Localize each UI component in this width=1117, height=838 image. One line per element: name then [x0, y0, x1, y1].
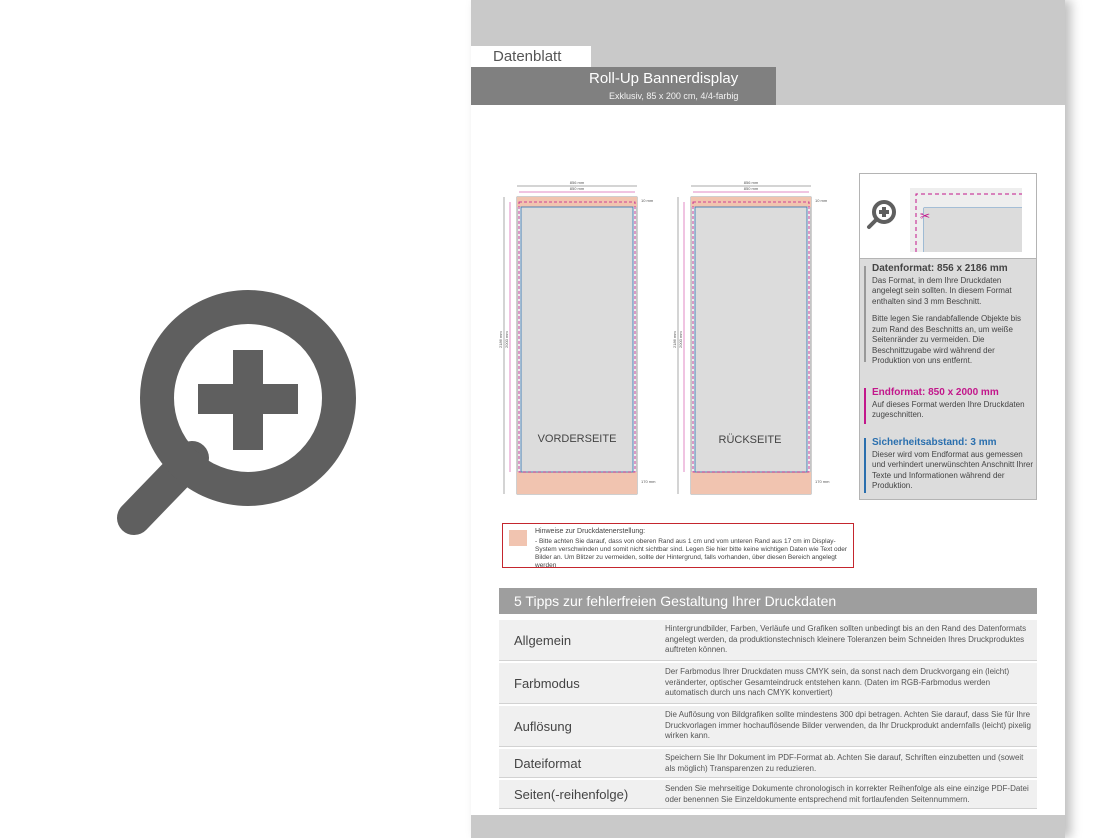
page-title: Roll-Up Bannerdisplay	[589, 70, 739, 87]
back-label: RÜCKSEITE	[718, 434, 782, 446]
hint-title: Hinweise zur Druckdatenerstellung:	[535, 528, 646, 535]
front-inner-width: 850 mm	[569, 186, 585, 191]
tip-label: Allgemein	[514, 632, 572, 648]
end-format-heading: Endformat: 850 x 2000 mm	[872, 387, 999, 398]
format-diagram	[498, 178, 830, 498]
back-bottom-margin: 170 mm	[815, 479, 830, 484]
page-footer-band	[471, 815, 1065, 838]
safety-block	[872, 438, 1034, 492]
tip-text: Der Farbmodus Ihrer Druckdaten muss CMYK sein, da sonst nach dem Druckvorgang ein (leicht) veränderter, optischer Gesamteindruck entstehen kann. (Daten im RGB-Farbmodus werden automatisch durch uns nach CMYK konvertiert)	[665, 667, 1010, 697]
tip-label: Seiten(-reihenfolge)	[514, 786, 629, 802]
data-format-block	[872, 264, 1034, 367]
info-thumbnail	[860, 174, 1036, 259]
front-top-margin: 10 mm	[641, 198, 654, 203]
tip-row	[499, 620, 1037, 661]
back-inner-height: 2000 mm	[678, 331, 683, 348]
safety-heading: Sicherheitsabstand: 3 mm	[872, 437, 997, 448]
back-panel	[678, 186, 811, 494]
zoom-in-icon[interactable]	[104, 290, 356, 548]
tip-text: Die Auflösung von Bildgrafiken sollte mindestens 300 dpi betragen. Achten Sie darauf, dass Sie für Ihre Druckvorlagen immer hochauflösende Bilder verwenden, da Ihr Druckprodukt andernfalls (leicht) pixelig wirken kann.	[665, 710, 1031, 740]
detail-zoom-illustration	[860, 174, 1036, 258]
front-panel	[504, 186, 637, 494]
tip-text: Speichern Sie Ihr Dokument im PDF-Format ab. Achten Sie darauf, Schriften einzubetten und (soweit als möglich) Transparenzen zu reduzieren.	[665, 753, 1024, 773]
back-inner-width: 850 mm	[743, 186, 759, 191]
tip-label: Farbmodus	[514, 675, 580, 691]
front-bottom-margin: 170 mm	[641, 479, 656, 484]
datasheet-page	[471, 0, 1065, 838]
tips-heading: 5 Tipps zur fehlerfreien Gestaltung Ihrer Druckdaten	[499, 588, 1037, 614]
print-hint-box	[502, 523, 854, 568]
back-top-margin: 10 mm	[815, 198, 828, 203]
tip-row	[499, 706, 1037, 747]
back-outer-height: 2186 mm	[672, 331, 677, 348]
data-format-text: Das Format, in dem Ihre Druckdaten angelegt sein sollten. In diesem Format enthalten sind 3 mm Beschnitt.	[872, 275, 1012, 306]
end-format-text: Auf dieses Format werden Ihre Druckdaten zugeschnitten.	[872, 399, 1025, 419]
tip-label: Dateiformat	[514, 755, 582, 771]
hint-text: - Bitte achten Sie darauf, dass von oberen Rand aus 1 cm und vom unteren Rand aus 17 cm im Display-System verschwinden und somit nicht sichtbar sind. Legen Sie hier bitte keine wichtigen Daten wie Text oder Bilder an. Um Blitzer zu vermeiden, sollte der Hintergrund, falls vorhanden, über diesen Bereich angelegt werden	[535, 538, 848, 569]
back-outer-width: 856 mm	[743, 180, 759, 185]
bleed-swatch	[509, 530, 527, 546]
info-panel	[859, 173, 1037, 500]
title-bar	[471, 67, 776, 105]
tip-text: Hintergrundbilder, Farben, Verläufe und Grafiken sollten unbedingt bis an den Rand des Datenformats angelegt werden, da produktionstechnisch kleinere Toleranzen beim Schneiden Ihres Druckproduktes auftreten können.	[665, 624, 1027, 654]
front-label: VORDERSEITE	[537, 433, 617, 445]
data-format-heading: Datenformat: 856 x 2186 mm	[872, 263, 1008, 274]
tips-list	[499, 620, 1037, 811]
datasheet-tab: Datenblatt	[471, 46, 591, 67]
end-format-block	[872, 388, 1034, 421]
page-subtitle: Exklusiv, 85 x 200 cm, 4/4-farbig	[609, 91, 739, 101]
front-outer-height: 2186 mm	[498, 331, 503, 348]
tip-row	[499, 780, 1037, 809]
front-outer-width: 856 mm	[569, 180, 585, 185]
front-inner-height: 2000 mm	[504, 331, 509, 348]
bleed-text: Bitte legen Sie randabfallende Objekte bis zum Rand des Beschnitts an, um weiße Seitenränder zu vermeiden. Die Beschnittzugabe wird während der Produktion von uns entfernt.	[872, 314, 1021, 365]
safety-text: Dieser wird vom Endformat aus gemessen und verhindert unerwünschten Anschnitt Ihrer Texte und Informationen während der Produktion.	[872, 449, 1033, 490]
tip-text: Senden Sie mehrseitige Dokumente chronologisch in korrekter Reihenfolge als eine einzige PDF-Datei oder benennen Sie Einzeldokumente entsprechend mit fortlaufenden Seitennummern.	[665, 784, 1029, 804]
svg-text:✂: ✂	[920, 209, 931, 223]
tip-row	[499, 749, 1037, 778]
tip-label: Auflösung	[514, 718, 572, 734]
tip-row	[499, 663, 1037, 704]
